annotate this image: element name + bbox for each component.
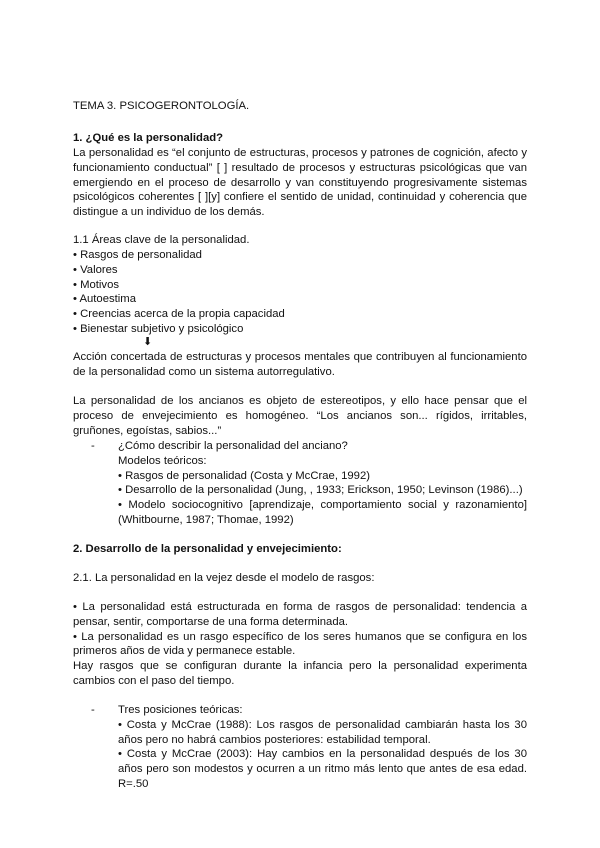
positions-label: Tres posiciones teóricas: (118, 704, 243, 716)
list-item: • Valores (73, 263, 118, 276)
list-item: • Costa y McCrae (2003): Hay cambios en la personalidad después de los 30 años pero son modestos y ocurren a un ritmo más lento que antes de esa edad. R=.50 (118, 748, 527, 790)
paragraph: Hay rasgos que se configuran durante la infancia pero la personalidad experimenta cambios con el paso del tiempo. (73, 660, 527, 687)
list-item: • Desarrollo de la personalidad (Jung, , 1933; Erickson, 1950; Levinson (1986)...) (118, 484, 523, 497)
paragraph: • La personalidad es un rasgo específico de los seres humanos que se configura en los primeros años de vida y permanece estable. (73, 630, 527, 658)
dash-bullet: - (91, 440, 95, 452)
list-item: • Rasgos de personalidad (Costa y McCrae, 1992) (118, 469, 370, 482)
list-item: • Autoestima (73, 293, 136, 306)
down-arrow-icon: ⬇ (143, 336, 153, 348)
accion-paragraph: Acción concertada de estructuras y procesos mentales que contribuyen al funcionamiento de la personalidad como un sistema autorregulativo. (73, 351, 527, 378)
section-2-heading: 2. Desarrollo de la personalidad y envejecimiento: (73, 543, 342, 555)
subsection-2-1: 2.1. La personalidad en la vejez desde el modelo de rasgos: (73, 572, 375, 584)
ancianos-paragraph: La personalidad de los ancianos es objeto de estereotipos, y ello hace pensar que el proceso de envejecimiento es homogéneo. “Los ancianos son... rígidos, irritables, gruñones, egoístas, sabios...” (73, 395, 527, 437)
paragraph: • La personalidad está estructurada en forma de rasgos de personalidad: tendencia a pensar, sentir, comportarse de una forma determinada. (73, 601, 527, 628)
list-item: • Rasgos de personalidad (73, 249, 202, 261)
dash-bullet: - (91, 704, 95, 716)
models-label: Modelos teóricos: (118, 454, 207, 467)
list-item: • Modelo sociocognitivo [aprendizaje, comportamiento social y razonamiento] (Whitbourne, 1987; Thomae, 1992) (118, 499, 527, 526)
question: ¿Cómo describir la personalidad del anciano? (118, 440, 348, 452)
subsection-1-1: 1.1 Áreas clave de la personalidad. (73, 234, 250, 246)
document-title: TEMA 3. PSICOGERONTOLOGÍA. (73, 100, 250, 112)
list-item: • Costa y McCrae (1988): Los rasgos de personalidad cambiarán hasta los 30 años pero no habrá cambios posteriores: estabilidad temporal. (118, 718, 527, 746)
traits-block (73, 600, 527, 689)
list-item: • Creencias acerca de la propia capacidad (73, 308, 285, 321)
personality-definition: La personalidad es “el conjunto de estructuras, procesos y patrones de cognición, afecto y funcionamiento conductual” [ ] resultado de procesos y estructuras psicológicas que van emergiendo en el proceso de desarrollo y van constituyendo progresivamente sistemas psicológicos coherentes [ ][y] confiere el sentido de unidad, continuidad y coherencia que distingue a un individuo de los demás. (73, 147, 527, 219)
list-item: • Bienestar subjetivo y psicológico (73, 322, 244, 335)
models-block (118, 439, 527, 528)
key-areas-list (73, 248, 527, 337)
section-1-heading: 1. ¿Qué es la personalidad? (73, 132, 224, 144)
list-item: • Motivos (73, 278, 120, 291)
positions-block (118, 703, 527, 792)
